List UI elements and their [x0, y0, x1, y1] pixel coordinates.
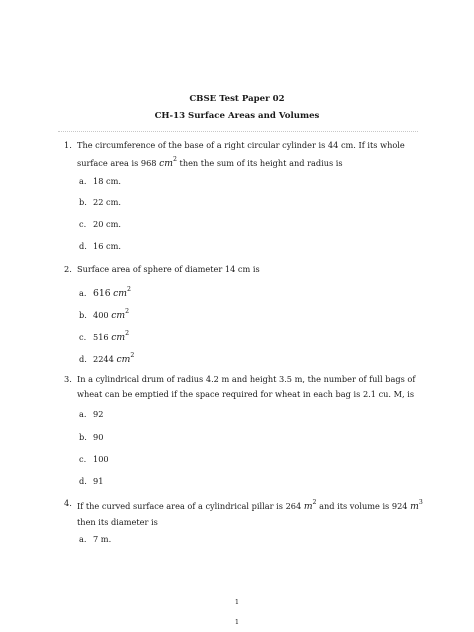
option-1a: a. 18 cm. — [79, 176, 121, 186]
option-3d: d. 91 — [79, 476, 104, 486]
option-1b: b. 22 cm. — [79, 197, 121, 207]
question-text: In a cylindrical drum of radius 4.2 m and height 3.5 m, the number of full bags of wheat can be emptied if the space required for wheat in each bag is 2.1 cu. M, is — [77, 374, 416, 399]
question-3 — [64, 372, 426, 401]
question-number: 1. — [64, 140, 72, 150]
option-1d: d. 16 cm. — [79, 241, 121, 251]
option-2b: b. 400 $cm^2$ — [79, 308, 130, 321]
paper-title: CBSE Test Paper 02 — [189, 94, 285, 104]
question-2 — [64, 262, 426, 277]
question-text: The circumference of the base of a right circular cylinder is 44 cm. If its whole surface area is 968 $cm^2$ then the sum of its height and radius is — [77, 140, 405, 169]
page-number: 1 — [234, 598, 240, 606]
chapter-title: CH-13 Surface Areas and Volumes — [154, 111, 320, 121]
option-3b: b. 90 — [79, 432, 104, 442]
unit-math: $cm^2$ — [159, 155, 177, 169]
question-text: Surface area of sphere of diameter 14 cm is — [77, 264, 260, 274]
option-3c: c. 100 — [79, 454, 109, 464]
question-4 — [64, 496, 426, 529]
page-number-footer: 1 — [234, 618, 240, 626]
option-2a: a. 616 $cm^2$ — [79, 286, 131, 299]
question-text: If the curved surface area of a cylindrical pillar is 264 $m^2$ and its volume is 924 $m^3$ then its diameter is — [77, 499, 423, 527]
option-3a: a. 92 — [79, 409, 104, 419]
option-2d: d. 2244 $cm^2$ — [79, 352, 135, 365]
option-2c: c. 516 $cm^2$ — [79, 330, 130, 343]
question-1 — [64, 138, 426, 171]
option-1c: c. 20 cm. — [79, 219, 121, 229]
question-number: 3. — [64, 374, 72, 384]
question-number: 4. — [64, 498, 72, 508]
option-4a: a. 7 m. — [79, 534, 112, 544]
header-divider — [58, 131, 418, 132]
question-number: 2. — [64, 264, 72, 274]
